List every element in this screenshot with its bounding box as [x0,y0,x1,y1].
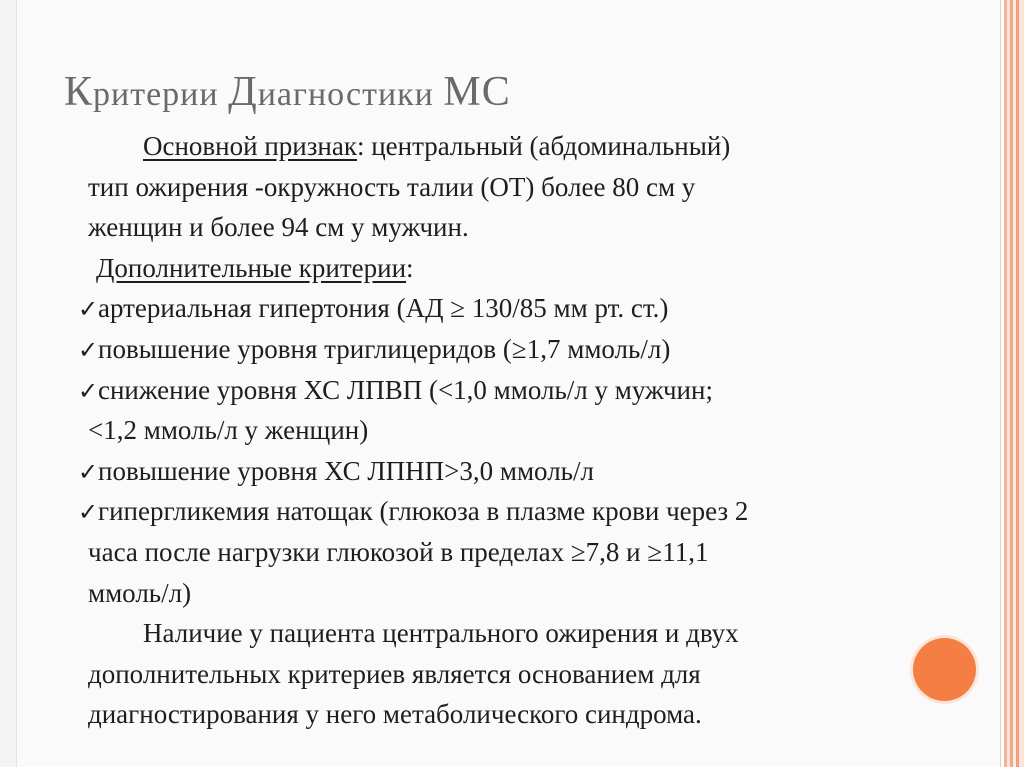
criterion-text-continued: часа после нагрузки глюкозой в пределах ≥7,8 и ≥11,1 [88,536,709,567]
additional-criteria-heading [88,248,928,289]
criteria-body [78,126,928,735]
criterion-text: снижение уровня ХС ЛПВП (<1,0 ммоль/л у мужчин; [98,374,713,405]
criterion-triglycerides [78,329,928,370]
main-sign-label: Основной признак [143,131,357,161]
title-part-2: иагностики [257,76,444,113]
conclusion-line-2: дополнительных критериев является основанием для [88,658,701,689]
decorative-stripes [1001,0,1024,767]
main-sign-text-line-3: женщин и более 94 см у мужчин. [88,212,469,243]
checkmark-icon: ✓ [78,335,99,364]
title-initial-2: Д [228,69,258,115]
checkmark-icon: ✓ [78,457,99,486]
main-sign-line [88,126,928,167]
criterion-text: гипергликемия натощак (глюкоза в плазме крови через 2 [98,496,749,527]
additional-criteria-label: Дополнительные критерии [96,252,407,283]
additional-criteria-colon: : [406,252,414,283]
criterion-hyperglycemia [78,491,928,532]
conclusion-line-1: Наличие у пациента центрального ожирения и двух [143,618,739,649]
criterion-text-continued: <1,2 ммоль/л у женщин) [88,415,369,446]
title-abbrev: МС [443,69,511,115]
criterion-text: повышение уровня триглицеридов (≥1,7 ммоль/л) [98,333,671,364]
criterion-ldl [78,451,928,492]
criterion-text-continued: ммоль/л) [88,577,192,608]
slide-title [64,68,511,116]
conclusion-line-3: диагностирования у него метаболического синдрома. [88,699,702,730]
criterion-text: повышение уровня ХС ЛПНП>3,0 ммоль/л [98,455,594,486]
criterion-text: артериальная гипертония (АД ≥ 130/85 мм рт. ст.) [98,293,669,324]
checkmark-icon: ✓ [78,376,99,405]
decorative-circle [913,638,976,701]
title-initial-1: К [64,69,94,115]
title-part-1: ритерии [93,76,229,113]
criterion-hypertension [78,288,928,329]
main-sign-text-line-2: тип ожирения -окружность талии (ОТ) более 80 см у [88,171,696,202]
criterion-hdl [78,370,928,411]
checkmark-icon: ✓ [78,295,99,324]
checkmark-icon: ✓ [78,498,99,527]
main-sign-text: : центральный (абдоминальный) [356,131,731,161]
